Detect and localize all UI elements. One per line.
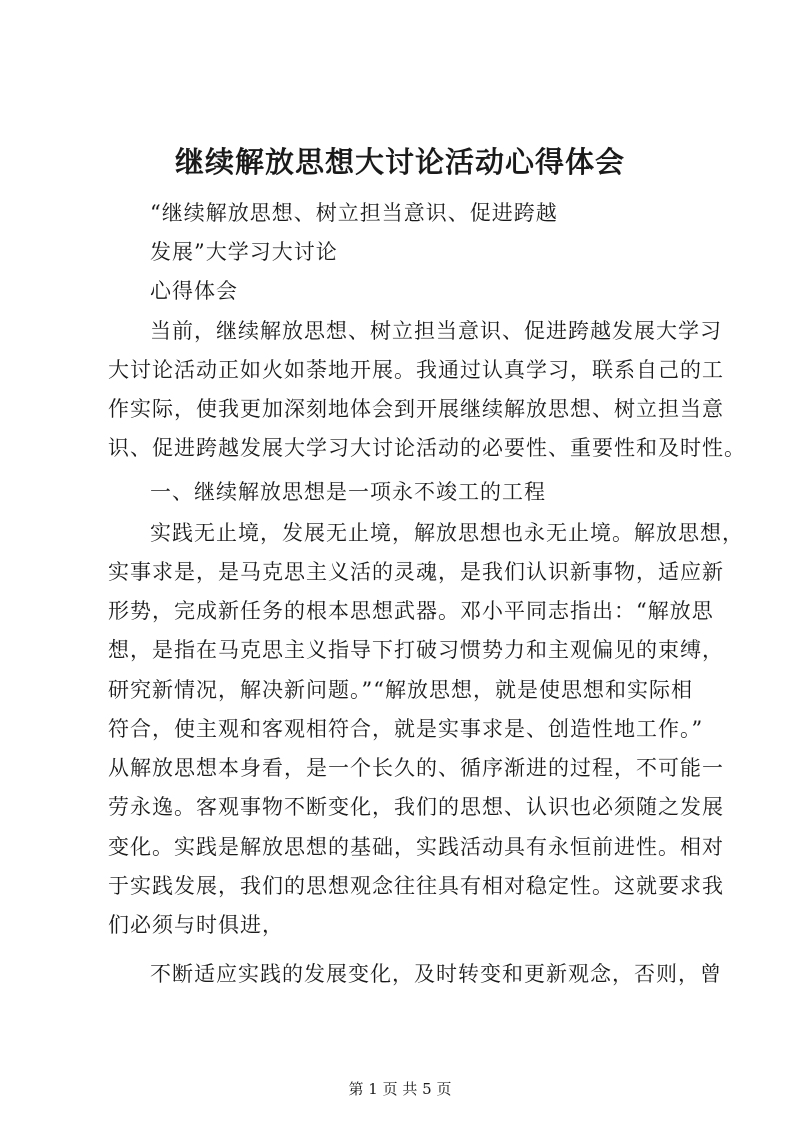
body-line: 形势，完成新任务的根本思想武器。邓小平同志指出：“解放思 [108,599,714,623]
body-line: 大讨论活动正如火如荼地开展。我通过认真学习，联系自己的工 [108,358,724,382]
section-heading: 一、继续解放思想是一项永不竣工的工程 [150,480,546,504]
document-title: 继续解放思想大讨论活动心得体会 [174,145,625,179]
body-line: 变化。实践是解放思想的基础，实践活动具有永恒前进性。相对 [108,835,724,859]
page-footer: 第 1 页 共 5 页 [348,1080,452,1098]
body-line: 想，是指在马克思主义指导下打破习惯势力和主观偏见的束缚， [108,638,724,662]
body-line: 当前，继续解放思想、树立担当意识、促进跨越发展大学习 [150,319,722,343]
body-line: 们必须与时俱进， [108,913,284,937]
body-line: 作实际，使我更加深刻地体会到开展继续解放思想、树立担当意 [108,397,724,421]
body-line: 劳永逸。客观事物不断变化，我们的思想、认识也必须随之发展 [108,795,724,819]
body-line: 发展”大学习大讨论 [150,240,338,264]
body-line: 识、促进跨越发展大学习大讨论活动的必要性、重要性和及时性。 [108,436,746,460]
body-line: 实事求是，是马克思主义活的灵魂，是我们认识新事物，适应新 [108,560,724,584]
body-line: 从解放思想本身看，是一个长久的、循序渐进的过程，不可能一 [108,756,724,780]
body-line: 实践无止境，发展无止境，解放思想也永无止境。解放思想， [150,521,744,545]
body-line: 符合，使主观和客观相符合，就是实事求是、创造性地工作。” [108,717,704,741]
body-line: 研究新情况，解决新问题。”“解放思想，就是使思想和实际相 [108,678,693,702]
body-line: 心得体会 [150,279,238,303]
body-line: 不断适应实践的发展变化，及时转变和更新观念，否则，曾 [150,962,722,986]
body-line: “继续解放思想、树立担当意识、促进跨越 [150,201,558,225]
body-line: 于实践发展，我们的思想观念往往具有相对稳定性。这就要求我 [108,874,724,898]
